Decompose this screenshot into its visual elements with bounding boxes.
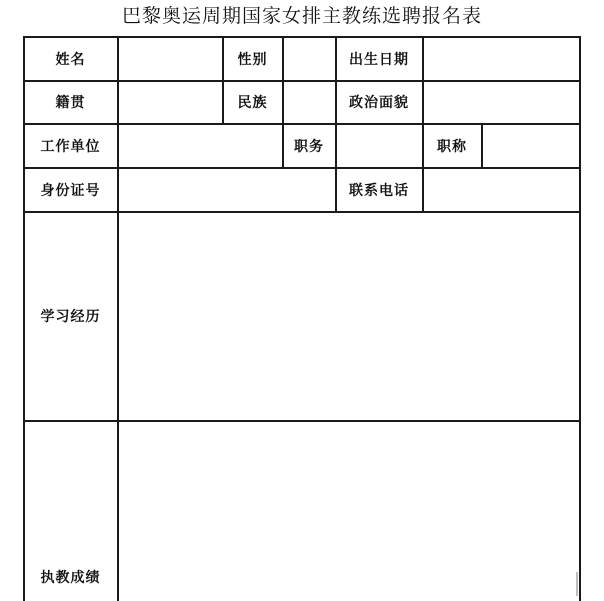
name-label: 姓名 [55,51,86,68]
coaching-record-field[interactable] [119,422,579,601]
phone-field[interactable] [424,169,579,211]
name-field[interactable] [119,38,222,80]
id-number-field[interactable] [119,169,335,211]
scan-edge-mark [576,572,578,596]
coaching-record-label: 执教成绩 [40,570,101,586]
native-place-field[interactable] [119,82,222,123]
job-title-label: 职称 [437,138,467,155]
gender-label: 性别 [237,51,268,68]
birth-date-field[interactable] [424,38,579,80]
form-title: 巴黎奥运周期国家女排主教练选聘报名表 [121,5,482,27]
political-status-field[interactable] [424,82,579,123]
education-field[interactable] [119,213,579,420]
position-field[interactable] [337,125,422,167]
ethnicity-label: 民族 [237,95,268,111]
education-label: 学习经历 [40,309,101,325]
gender-field[interactable] [284,38,335,80]
phone-label: 联系电话 [349,182,409,199]
native-place-label: 籍贯 [55,95,86,111]
political-status-label: 政治面貌 [349,95,409,111]
ethnicity-field[interactable] [284,82,335,123]
birth-date-label: 出生日期 [349,51,409,68]
table-border-right [579,36,581,601]
job-title-field[interactable] [483,125,579,167]
position-label: 职务 [294,138,324,155]
work-unit-field[interactable] [119,125,282,167]
id-number-label: 身份证号 [40,182,101,199]
work-unit-label: 工作单位 [40,138,101,155]
